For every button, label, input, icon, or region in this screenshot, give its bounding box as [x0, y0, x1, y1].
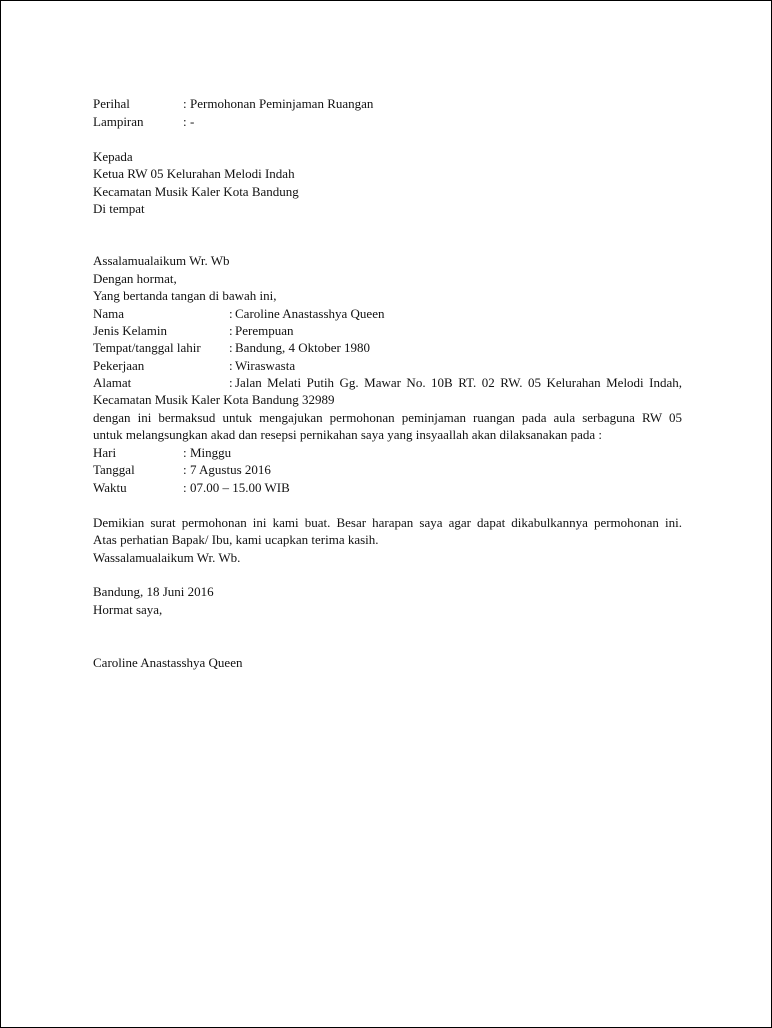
- regards: Hormat saya,: [93, 602, 163, 617]
- ttl-colon: :: [229, 340, 233, 355]
- ttl-label: Tempat/tanggal lahir: [93, 340, 201, 355]
- place-date: Bandung, 18 Juni 2016: [93, 584, 214, 599]
- waktu-label: Waktu: [93, 480, 127, 495]
- perihal-label: Perihal: [93, 96, 130, 111]
- nama-value: Caroline Anastasshya Queen: [235, 306, 385, 321]
- jenis-kelamin-colon: :: [229, 323, 233, 338]
- intro-text: Yang bertanda tangan di bawah ini,: [93, 288, 277, 303]
- alamat-row: [93, 374, 682, 391]
- closing-line1: Demikian surat permohonan ini kami buat. Besar harapan saya agar dapat dikabulkannya permohonan ini.: [93, 515, 682, 530]
- nama-colon: :: [229, 306, 233, 321]
- lampiran-value: -: [190, 114, 195, 129]
- closing-line3: Wassalamualaikum Wr. Wb.: [93, 550, 241, 565]
- hari-colon: :: [183, 445, 187, 460]
- pekerjaan-label: Pekerjaan: [93, 358, 145, 373]
- nama-label: Nama: [93, 306, 125, 321]
- recipient-kepada: Kepada: [93, 149, 133, 164]
- perihal-colon: :: [183, 96, 187, 111]
- recipient-address: Kecamatan Musik Kaler Kota Bandung: [93, 184, 299, 199]
- jenis-kelamin-label: Jenis Kelamin: [93, 323, 168, 338]
- signer-name: Caroline Anastasshya Queen: [93, 655, 243, 670]
- purpose-line1: dengan ini bermaksud untuk mengajukan permohonan peminjaman ruangan pada aula serbaguna RW 05: [93, 410, 682, 425]
- lampiran-colon: :: [183, 114, 187, 129]
- tanggal-colon: :: [183, 462, 187, 477]
- waktu-value: 07.00 – 15.00 WIB: [190, 480, 290, 495]
- recipient-title: Ketua RW 05 Kelurahan Melodi Indah: [93, 166, 295, 181]
- waktu-colon: :: [183, 480, 187, 495]
- greeting: Assalamualaikum Wr. Wb: [93, 253, 230, 268]
- jenis-kelamin-value: Perempuan: [235, 323, 294, 338]
- hari-value: Minggu: [190, 445, 232, 460]
- alamat-value-line1: Jalan Melati Putih Gg. Mawar No. 10B RT. 02 RW. 05 Kelurahan Melodi Indah,: [235, 375, 682, 390]
- tanggal-label: Tanggal: [93, 462, 135, 477]
- tanggal-value: 7 Agustus 2016: [190, 462, 271, 477]
- closing-line2: Atas perhatian Bapak/ Ibu, kami ucapkan terima kasih.: [93, 532, 379, 547]
- alamat-value-line2: Kecamatan Musik Kaler Kota Bandung 32989: [93, 392, 335, 407]
- alamat-label: Alamat: [93, 375, 132, 390]
- lampiran-label: Lampiran: [93, 114, 144, 129]
- pekerjaan-colon: :: [229, 358, 233, 373]
- ttl-value: Bandung, 4 Oktober 1980: [235, 340, 371, 355]
- hari-label: Hari: [93, 445, 117, 460]
- salutation: Dengan hormat,: [93, 271, 177, 286]
- perihal-value: Permohonan Peminjaman Ruangan: [190, 96, 374, 111]
- purpose-line2: untuk melangsungkan akad dan resepsi pernikahan saya yang insyaallah akan dilaksanakan pada :: [93, 427, 602, 442]
- pekerjaan-value: Wiraswasta: [235, 358, 296, 373]
- alamat-colon: :: [229, 375, 233, 390]
- recipient-place: Di tempat: [93, 201, 145, 216]
